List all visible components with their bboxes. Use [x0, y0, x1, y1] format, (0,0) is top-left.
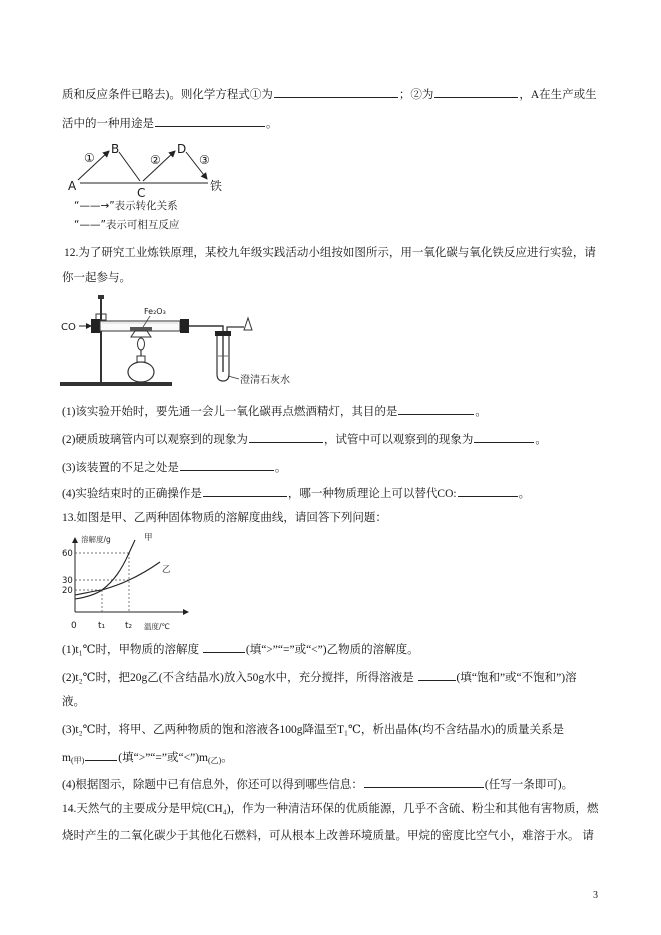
q12-sub1-text-b: 。 [475, 406, 487, 418]
origin-label: 0 [71, 621, 77, 631]
q13-sub-2 [62, 669, 577, 685]
iron-oxide-powder [130, 327, 152, 331]
answer-blank [203, 641, 245, 653]
x-axis-label: 温度/℃ [144, 622, 170, 631]
q13-sub-1 [62, 641, 419, 657]
q14-line-1: 14.天然气的主要成分是甲烷(CH₄)，作为一种清洁环保的优质能源，几乎不含硫、粉尘和其他有害物质，燃 [62, 803, 599, 815]
answer-blank [434, 86, 518, 98]
q11-line-1 [62, 86, 597, 102]
mass-subscript-yi: (乙) [207, 756, 222, 765]
q11-relation-diagram [62, 138, 232, 234]
q12-sub-2 [62, 431, 547, 447]
q13-sub2-continued: 液。 [62, 696, 85, 708]
q14-line-2: 烧时产生的二氧化碳少于其他化石燃料，可从根本上改善环境质量。甲烷的密度比空气小，难溶于水。 请 [62, 830, 594, 842]
answer-blank [398, 403, 474, 415]
answer-blank [474, 431, 534, 443]
q11-line1-text-c: ，A在生产或生 [519, 89, 597, 101]
step-label-1: ① [84, 151, 95, 165]
answer-blank [364, 776, 484, 788]
iron-stand-base [60, 382, 172, 386]
q11-line-2 [62, 115, 278, 131]
q12-sub4-text-c: 。 [518, 488, 531, 500]
node-label-d: D [177, 142, 187, 156]
q12-sub-1 [62, 403, 487, 419]
q13-sub4-text-a: (4)根据图示，除题中已有信息外，你还可以得到哪些信息： [62, 779, 363, 791]
answer-blank [203, 485, 287, 497]
node-label-c: C [137, 186, 146, 200]
legend-convert: “——→”表示转化关系 [74, 200, 178, 212]
q12-sub4-text-a: (4)实验结束时的正确操作是 [62, 488, 202, 500]
curve-jia-label: 甲 [144, 533, 153, 543]
answer-blank [155, 115, 265, 127]
q13-sub4-text-b: (任写一条即可)。 [484, 779, 574, 791]
q13-sub1-text-a: (1)t₁℃时，甲物质的溶解度 [62, 644, 202, 656]
answer-blank [249, 431, 323, 443]
q13-sub3-text-c: 。 [221, 752, 233, 764]
q11-line2-text-b: 。 [266, 118, 278, 130]
q13-sub3-text-b: (填“>”“=”或“<”)m [118, 752, 208, 764]
q11-line1-text-b: ；②为 [398, 89, 434, 101]
q13-sub2-text-a: (2)t₂℃时，把20g乙(不含结晶水)放入50g水中，充分搅拌，所得溶液是 [62, 672, 417, 684]
y-tick-60: 60 [62, 549, 73, 559]
alcohol-lamp-body [128, 362, 154, 382]
answer-blank [274, 86, 398, 98]
answer-blank [180, 459, 274, 471]
mass-subscript-jia: (甲) [70, 756, 85, 765]
iron-oxide-label: Fe₂O₃ [144, 307, 166, 316]
y-tick-20: 20 [62, 586, 73, 596]
q13-sub2-text-b: (填“饱和”或“不饱和”)溶 [456, 672, 577, 684]
gas-inlet-label: CO [61, 322, 76, 333]
lamp-flame-cover [131, 331, 151, 337]
mass-symbol: m [62, 752, 71, 764]
answer-blank [458, 485, 518, 497]
node-label-b: B [111, 142, 120, 156]
q12-stem-line-1: 12.为了研究工业炼铁原理，某校九年级实践活动小组按如图所示，用一氧化碳与氧化铁反应进行实验，请 [64, 247, 596, 259]
limewater-label: 澄清石灰水 [240, 375, 290, 386]
q12-sub2-text-a: (2)硬质玻璃管内可以观察到的现象为 [62, 434, 248, 446]
page-number: 3 [593, 890, 598, 901]
test-tube-stopper [215, 331, 231, 336]
x-tick-t2: t₂ [125, 621, 133, 631]
step-label-3: ③ [199, 153, 210, 167]
limewater-leader [228, 376, 239, 379]
y-axis-label: 溶解度/g [81, 535, 111, 544]
q11-line1-text-a: 质和反应条件已略去)。则化学方程式①为 [62, 89, 273, 101]
q13-stem: 13.如图是甲、乙两种固体物质的溶解度曲线，请回答下列问题： [62, 512, 387, 524]
lamp-flame [138, 338, 145, 350]
legend-react: “——”表示可相互反应 [74, 219, 180, 231]
lamp-neck [137, 356, 145, 362]
reaction-line-b-c [119, 152, 140, 181]
answer-blank [85, 749, 117, 761]
q12-sub3-text-b: 。 [274, 462, 287, 474]
node-label-a: A [68, 179, 77, 193]
x-tick-t1: t₁ [98, 621, 106, 631]
outlet-tip [244, 318, 252, 330]
q13-solubility-graph [58, 530, 208, 636]
q12-sub4-text-b: ，哪一种物质理论上可以替代CO: [287, 488, 457, 500]
q13-sub-3: (3)t₂℃时，将甲、乙两种物质的饱和溶液各100g降温至T₁℃，析出晶体(均不含结晶水)的质量关系是 [62, 724, 565, 736]
q12-apparatus-diagram [58, 294, 298, 390]
q13-sub3-continued [62, 749, 233, 768]
q12-sub-4 [62, 485, 530, 501]
q11-line2-text-a: 活中的一种用途是 [62, 118, 154, 130]
q12-sub1-text-a: (1)该实验开始时，要先通一会儿一氧化碳再点燃酒精灯，其目的是 [62, 406, 398, 418]
q12-stem-line-2: 你一起参与。 [62, 272, 131, 284]
q12-sub3-text-a: (3)该装置的不足之处是 [62, 462, 179, 474]
q13-sub-4 [62, 776, 573, 792]
step-label-2: ② [150, 153, 161, 167]
left-stopper [91, 319, 100, 333]
right-stopper [180, 319, 189, 333]
q12-sub-3 [62, 459, 286, 475]
q13-sub1-text-b: (填“>”“=”或“<”)乙物质的溶解度。 [245, 644, 419, 656]
q12-sub2-text-b: ，试管中可以观察到的现象为 [323, 434, 474, 446]
curve-yi-label: 乙 [162, 565, 171, 575]
outlet-tube [227, 327, 244, 331]
iron-stand-cap [98, 295, 104, 299]
node-label-iron: 铁 [210, 179, 223, 193]
y-tick-30: 30 [62, 576, 73, 586]
q12-sub2-text-c: 。 [535, 434, 547, 446]
answer-blank [418, 669, 456, 681]
